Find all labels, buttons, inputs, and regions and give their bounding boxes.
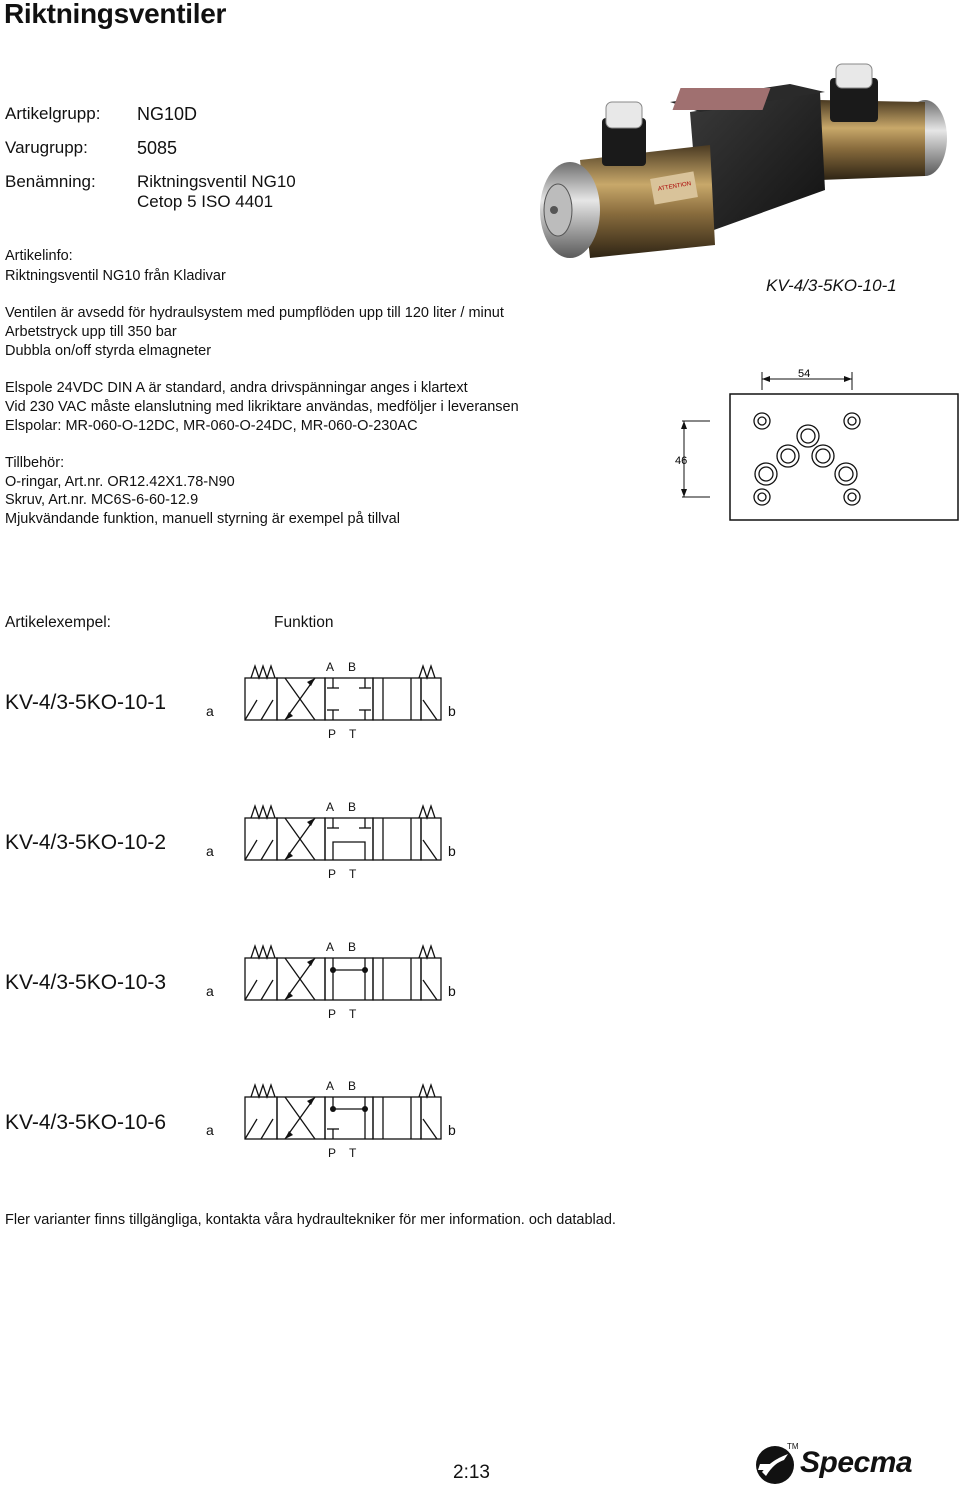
dim-width-label: 54 [798, 368, 811, 380]
side-b: b [448, 1122, 456, 1138]
info-line: Riktningsventil NG10 från Kladivar [5, 268, 226, 284]
info-line: Elspole 24VDC DIN A är standard, andra drivspänningar anges i klartext [5, 380, 468, 396]
accessory-item: Skruv, Art.nr. MC6S-6-60-12.9 [5, 492, 199, 508]
side-a: a [206, 1122, 214, 1138]
info-line: Arbetstryck upp till 350 bar [5, 324, 177, 340]
footer-note: Fler varianter finns tillgängliga, kontakta våra hydraultekniker för mer information. och datablad. [5, 1212, 616, 1228]
benamning-label: Benämning: [5, 172, 96, 191]
port-b: B [348, 660, 357, 674]
trademark: TM [787, 1442, 799, 1451]
valve-symbol-1 [205, 656, 480, 756]
port-t: T [349, 867, 357, 881]
port-p: P [328, 1146, 337, 1160]
dim-height-label: 46 [675, 455, 688, 467]
port-t: T [349, 727, 357, 741]
valve-symbol-4 [205, 1075, 480, 1175]
photo-caption: KV-4/3-5KO-10-1 [766, 276, 897, 295]
accessory-item: O-ringar, Art.nr. OR12.42X1.78-N90 [5, 474, 235, 490]
port-a: A [326, 800, 335, 814]
info-line: Vid 230 VAC måste elanslutning med likriktare användas, medföljer i leveransen [5, 399, 519, 415]
port-t: T [349, 1146, 357, 1160]
varugrupp-label: Varugrupp: [5, 138, 88, 157]
page-title: Riktningsventiler [4, 0, 227, 29]
valve-symbol-2 [205, 796, 480, 896]
port-a: A [326, 660, 335, 674]
brand-name: Specma [800, 1446, 913, 1479]
page-number: 2:13 [453, 1462, 490, 1483]
side-a: a [206, 703, 214, 719]
side-b: b [448, 703, 456, 719]
info-line: Ventilen är avsedd för hydraulsystem med pumpflöden upp till 120 liter / minut [5, 305, 504, 321]
port-b: B [348, 940, 357, 954]
artikelgrupp-label: Artikelgrupp: [5, 104, 101, 123]
side-b: b [448, 983, 456, 999]
warning-label-text: ATTENTION [657, 181, 692, 193]
article-code: KV-4/3-5KO-10-2 [5, 831, 167, 854]
connector-cap-right [836, 64, 872, 88]
port-p: P [328, 867, 337, 881]
info-heading: Artikelinfo: [5, 248, 73, 264]
port-b: B [348, 1079, 357, 1093]
valve-photo [520, 40, 960, 272]
port-b: B [348, 800, 357, 814]
function-heading: Funktion [274, 614, 334, 631]
connector-cap-left [606, 102, 642, 128]
examples-heading: Artikelexempel: [5, 614, 111, 631]
nameplate [673, 88, 771, 110]
varugrupp-value: 5085 [137, 138, 178, 158]
article-code: KV-4/3-5KO-10-6 [5, 1111, 167, 1134]
port-p: P [328, 727, 337, 741]
side-a: a [206, 843, 214, 859]
accessory-item: Mjukvändande funktion, manuell styrning är exempel på tillval [5, 511, 400, 527]
side-a: a [206, 983, 214, 999]
port-t: T [349, 1007, 357, 1021]
artikelgrupp-value: NG10D [137, 104, 198, 124]
article-code: KV-4/3-5KO-10-3 [5, 971, 167, 994]
port-p: P [328, 1007, 337, 1021]
article-code: KV-4/3-5KO-10-1 [5, 691, 167, 714]
port-a: A [326, 1079, 335, 1093]
benamning-line2: Cetop 5 ISO 4401 [137, 192, 274, 211]
valve-symbol-3 [205, 936, 480, 1036]
hole-pattern-drawing [675, 364, 960, 524]
info-line: Elspolar: MR-060-O-12DC, MR-060-O-24DC, MR-060-O-230AC [5, 418, 418, 434]
info-line: Dubbla on/off styrda elmagneter [5, 343, 212, 359]
accessories-heading: Tillbehör: [5, 455, 65, 471]
port-a: A [326, 940, 335, 954]
side-b: b [448, 843, 456, 859]
benamning-line1: Riktningsventil NG10 [137, 172, 296, 191]
coil-left [580, 145, 715, 258]
